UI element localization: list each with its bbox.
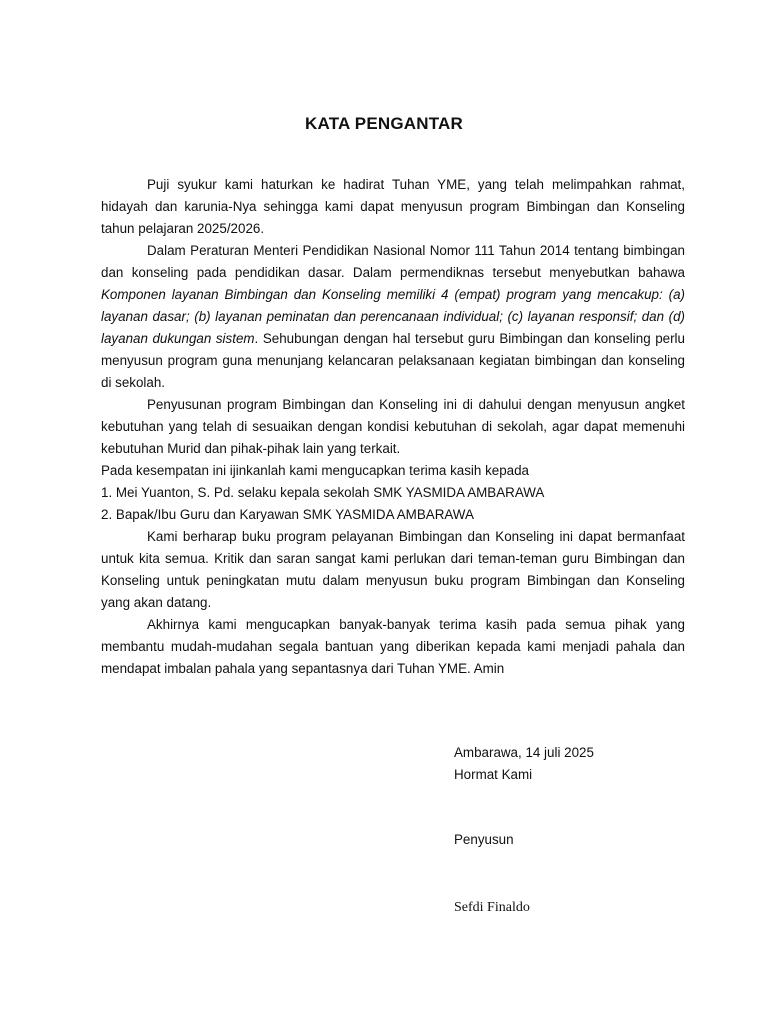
page-title: KATA PENGANTAR bbox=[305, 114, 463, 133]
paragraph-1: Puji syukur kami haturkan ke hadirat Tuhan YME, yang telah melimpahkan rahmat, hidayah dan karunia-Nya sehingga kami dapat menyusun program Bimbingan dan Konseling tahun pelajaran 2025/2026. bbox=[101, 177, 685, 236]
signature-closing: Hormat Kami bbox=[454, 767, 533, 782]
document-body bbox=[101, 174, 685, 680]
paragraph-2 bbox=[101, 240, 685, 394]
paragraph-2-start: Dalam Peraturan Menteri Pendidikan Nasional Nomor 111 Tahun 2014 tentang bimbingan dan konseling pada pendidikan dasar. Dalam permendiknas tersebut menyebutkan bahawa bbox=[101, 243, 685, 280]
paragraph-2-end: . Sehubungan dengan hal tersebut guru Bimbingan dan konseling perlu menyusun program guna menunjang kelancaran pelaksanaan kegiatan bimbingan dan konseling di sekolah. bbox=[101, 331, 685, 390]
signature-role: Penyusun bbox=[454, 832, 514, 847]
list-item-2: 2. Bapak/Ibu Guru dan Karyawan SMK YASMIDA AMBARAWA bbox=[101, 507, 474, 522]
paragraph-4: Pada kesempatan ini ijinkanlah kami mengucapkan terima kasih kepada bbox=[101, 463, 530, 478]
paragraph-6: Akhirnya kami mengucapkan banyak-banyak terima kasih pada semua pihak yang membantu mudah-mudahan segala bantuan yang diberikan kepada kami menjadi pahala dan mendapat imbalan pahala yang sepantasnya dari Tuhan YME. Amin bbox=[101, 617, 685, 676]
signature-block bbox=[454, 742, 594, 786]
list-item-1: 1. Mei Yuanton, S. Pd. selaku kepala sekolah SMK YASMIDA AMBARAWA bbox=[101, 485, 545, 500]
signature-name: Sefdi Finaldo bbox=[454, 900, 530, 915]
paragraph-2-italic: Komponen layanan Bimbingan dan Konseling memiliki 4 (empat) program yang mencakup: (a) layanan dasar; (b) layanan peminatan dan perencanaan individual; (c) layanan responsif; dan (d) layanan dukungan sistem bbox=[101, 287, 685, 346]
paragraph-3: Penyusunan program Bimbingan dan Konseling ini di dahului dengan menyusun angket kebutuhan yang telah di sesuaikan dengan kondisi kebutuhan di sekolah, agar dapat memenuhi kebutuhan Murid dan pihak-pihak lain yang terkait. bbox=[101, 397, 685, 456]
signature-place-date: Ambarawa, 14 juli 2025 bbox=[454, 745, 594, 760]
paragraph-5: Kami berharap buku program pelayanan Bimbingan dan Konseling ini dapat bermanfaat untuk kita semua. Kritik dan saran sangat kami perlukan dari teman-teman guru Bimbingan dan Konseling untuk peningkatan mutu dalam menyusun buku program Bimbingan dan Konseling yang akan datang. bbox=[101, 529, 685, 610]
